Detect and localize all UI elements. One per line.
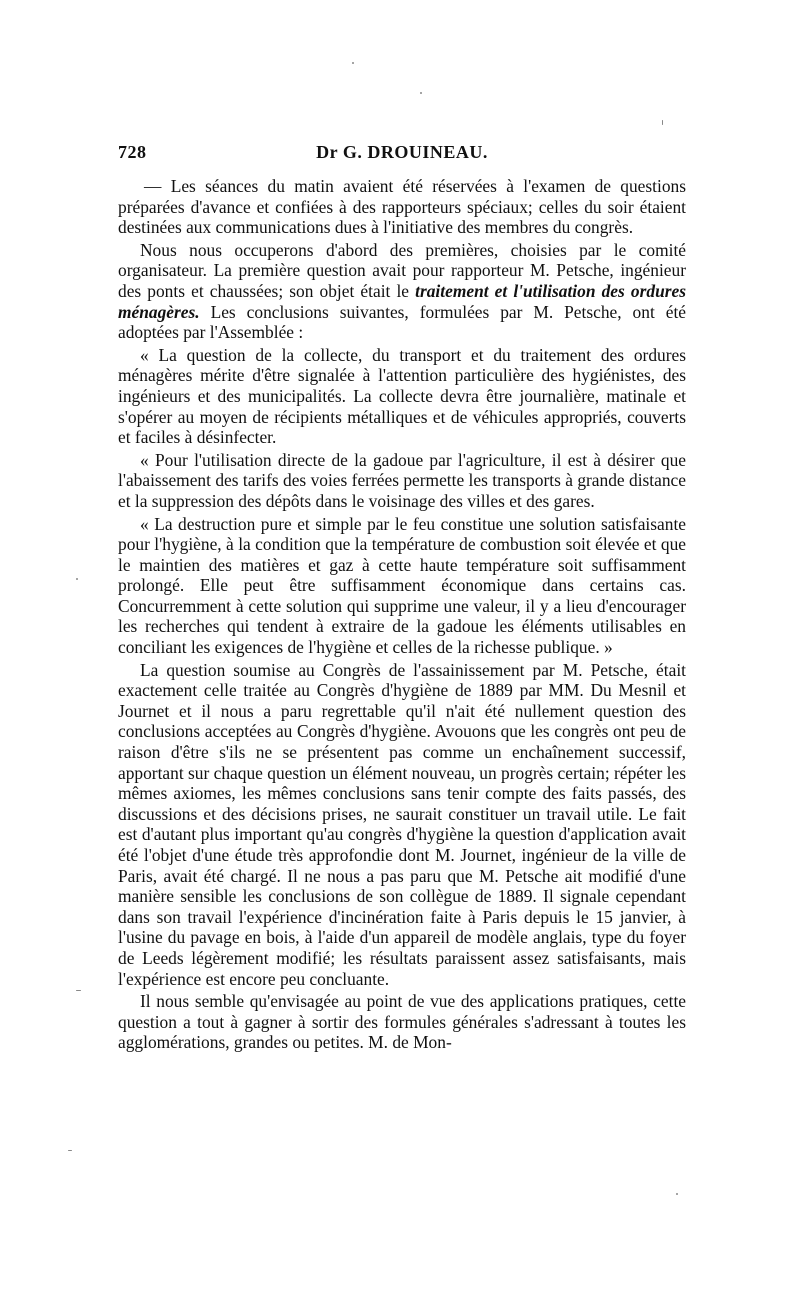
paragraph: La question soumise au Congrès de l'assainissement par M. Petsche, était exactement celle traitée au Congrès d'hygiène de 1889 par MM. Du Mesnil et Journet et il nous a paru regrettable qu'il n'ait été nullement question des conclusions acceptées au Congrès d'hygiène. Avouons que les congrès ont peu de raison d'être s'ils ne se présentent pas comme un enchaînement successif, apportant sur chaque question un élément nouveau, un progrès certain; répéter les mêmes axiomes, les mêmes conclusions sans tenir compte des faits passés, des discussions et des décisions prises, ne saurait constituer un travail utile. Le fait est d'autant plus important qu'au congrès d'hygiène la question d'application avait été l'objet d'une étude très approfondie dont M. Journet, ingénieur de la ville de Paris, avait été chargé. Il ne nous a pas paru que M. Petsche ait modifié d'une manière sensible les conclusions de son collègue de 1889. Il signale cependant dans son travail l'expérience d'incinération faite à Paris depuis le 15 janvier, à l'usine du pavage en bois, à l'aide d'un appareil de modèle anglais, type du foyer de Leeds légèrement modifié; les résultats paraissent assez satisfaisants, mais l'expérience est encore peu concluante. xyxy=(118,659,686,989)
paragraph: Il nous semble qu'envisagée au point de vue des applications pratiques, cette question a tout à gagner à sortir des formules générales s'adressant à toutes les agglomérations, grandes ou petites. M. de Mon- xyxy=(118,991,686,1053)
quoted-paragraph: « Pour l'utilisation directe de la gadoue par l'agriculture, il est à désirer que l'abaissement des tarifs des voies ferrées permette les transports à grande distance et la suppression des dépôts dans le voisinage des villes et des gares. xyxy=(118,449,686,511)
paragraph-text: Les conclusions suivantes, formulées par M. Petsche, ont été adoptées par l'Assemblée : xyxy=(118,301,686,343)
emphasized-text: traitement et l'utilisation des ordures ménagères. xyxy=(118,280,686,322)
paragraph xyxy=(118,240,686,343)
page-number: 728 xyxy=(118,142,147,162)
scan-speck xyxy=(352,62,354,64)
scan-speck xyxy=(676,1193,678,1195)
paragraph: — Les séances du matin avaient été réservées à l'examen de questions préparées d'avance et confiées à des rapporteurs spéciaux; celles du soir étaient destinées aux communications dues à l'initiative des membres du congrès. xyxy=(118,176,686,238)
quoted-paragraph: « La destruction pure et simple par le feu constitue une solution satisfaisante pour l'hygiène, à la condition que la température de combustion soit élevée et que le maintien des matières et gaz à cette haute température soit suffisamment prolongé. Elle peut être suffisamment économique dans certains cas. Concurremment à cette solution qui supprime une valeur, il y a lieu d'encourager les recherches qui tendent à extraire de la gadoue les éléments utilisables en conciliant les exigences de l'hygiène et celles de la richesse publique. » xyxy=(118,513,686,658)
paragraph-text: Nous nous occuperons d'abord des premières, choisies par le comité organisateur. La première question avait pour rapporteur M. Petsche, ingénieur des ponts et chaussées; son objet était le xyxy=(118,239,686,301)
scan-speck xyxy=(420,92,422,94)
running-head: Dr G. DROUINEAU. xyxy=(316,142,488,162)
book-page xyxy=(118,140,686,1053)
quoted-paragraph: « La question de la collecte, du transport et du traitement des ordures ménagères mérite d'être signalée à l'attention particulière des hygiénistes, des ingénieurs et des municipalités. La collecte devra être journalière, matinale et s'opérer au moyen de récipients métalliques et de véhicules appropriés, couverts et faciles à désinfecter. xyxy=(118,344,686,448)
page-body xyxy=(118,176,686,1053)
scan-speck xyxy=(662,120,663,125)
page-header xyxy=(118,140,686,168)
scan-speck xyxy=(76,990,81,991)
scan-speck xyxy=(68,1150,72,1151)
scan-speck xyxy=(76,578,78,580)
